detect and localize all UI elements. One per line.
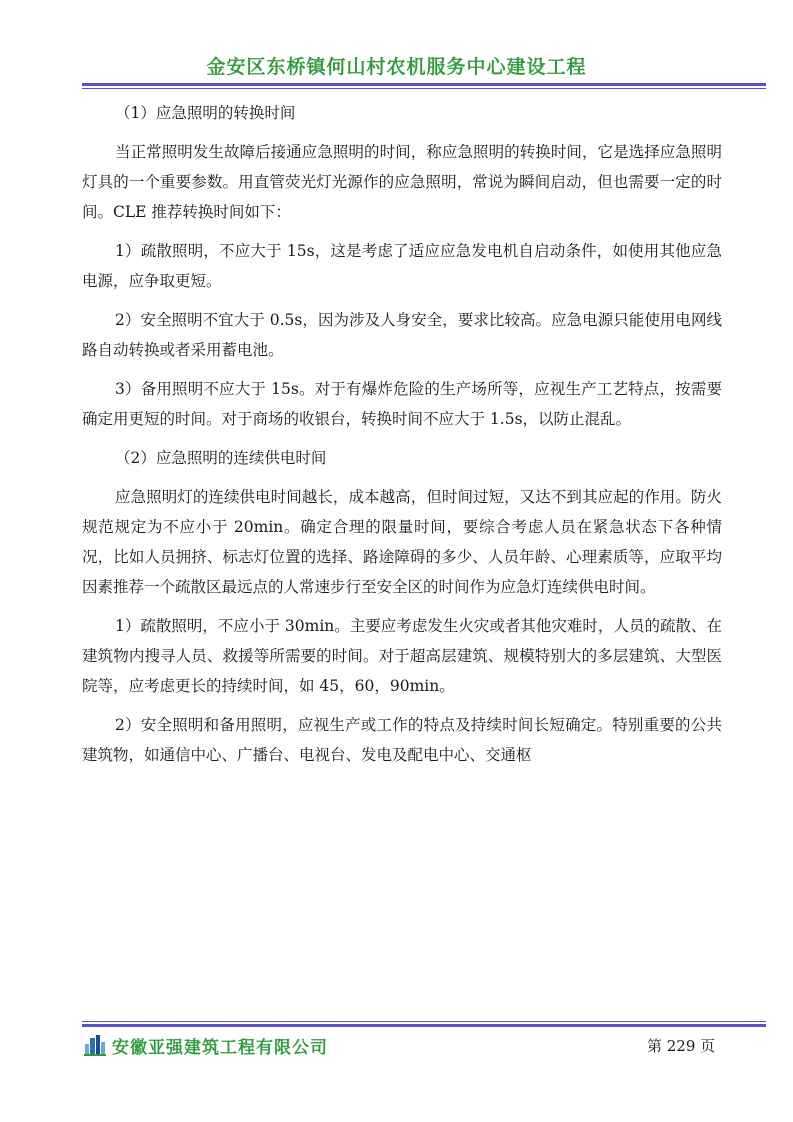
document-header-title: 金安区东桥镇何山村农机服务中心建设工程 (206, 56, 587, 78)
footer-rule-thick (82, 1024, 766, 1027)
paragraph: 当正常照明发生故障后接通应急照明的时间，称应急照明的转换时间，它是选择应急照明灯具的一个重要参数。用直管荧光灯光源作的应急照明，常说为瞬间启动，但也需要一定的时间。CLE 推荐转换时间如下： (82, 143, 722, 221)
paragraph: 2）安全照明和备用照明，应视生产或工作的特点及持续时间长短确定。特别重要的公共建筑物，如通信中心、广播台、电视台、发电及配电中心、交通枢 (82, 716, 722, 764)
document-body (82, 98, 722, 779)
footer-company-name: 安徽亚强建筑工程有限公司 (112, 1037, 328, 1058)
paragraph: 3）备用照明不应大于 15s。对于有爆炸危险的生产场所等，应视生产工艺特点，按需要确定用更短的时间。对于商场的收银台，转换时间不应大于 1.5s，以防止混乱。 (82, 380, 722, 428)
footer-company (84, 1033, 328, 1057)
paragraph: 1）疏散照明，不应小于 30min。主要应考虑发生火灾或者其他灾难时，人员的疏散、在建筑物内搜寻人员、救援等所需要的时间。对于超高层建筑、规模特别大的多层建筑、大型医院等，应考虑更长的持续时间，如 45，60，90min。 (82, 617, 722, 695)
header-rule-thin (82, 88, 766, 89)
paragraph: 1）疏散照明，不应大于 15s，这是考虑了适应应急发电机自启动条件，如使用其他应急电源，应争取更短。 (82, 242, 722, 290)
paragraph: 应急照明灯的连续供电时间越长，成本越高，但时间过短，又达不到其应起的作用。防火规范规定为不应小于 20min。确定合理的限量时间，要综合考虑人员在紧急状态下各种情况，比如人员拥挤、标志灯位置的选择、路途障碍的多少、人员年龄、心理素质等，应取平均因素推荐一个疏散区最远点的人常速步行至安全区的时间作为应急灯连续供电时间。 (82, 488, 722, 596)
section-heading-switch-time: （1）应急照明的转换时间 (115, 104, 296, 122)
page-number: 第 229 页 (647, 1037, 716, 1055)
building-logo-icon (84, 1034, 106, 1056)
header-rule-thick (82, 83, 766, 86)
footer-rule-thin (82, 1021, 766, 1022)
paragraph: 2）安全照明不宜大于 0.5s，因为涉及人身安全，要求比较高。应急电源只能使用电网线路自动转换或者采用蓄电池。 (82, 311, 722, 359)
section-heading-supply-time: （2）应急照明的连续供电时间 (115, 449, 327, 467)
